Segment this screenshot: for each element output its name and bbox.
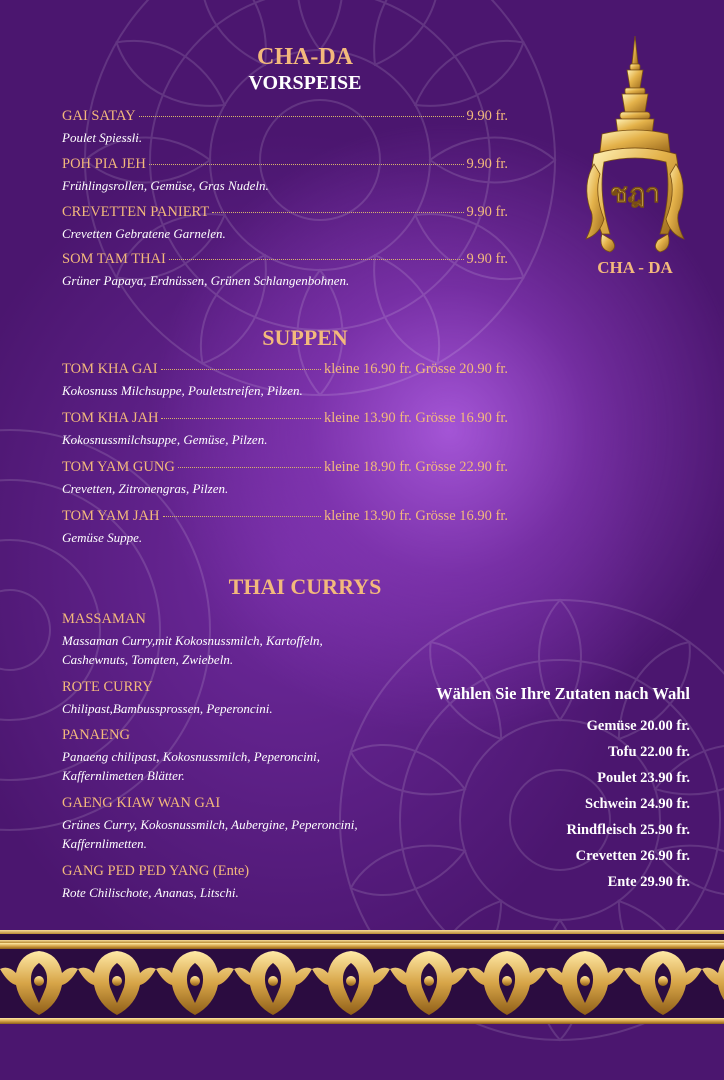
menu-item [62,459,508,498]
item-description: Frühlingsrollen, Gemüse, Gras Nudeln. [62,178,269,193]
chada-crown-logo-icon [580,34,690,264]
choice-item: Tofu 22.00 fr. [608,744,690,760]
description-line: Panaeng chilipast, Kokosnussmilch, Peperoncini, [62,749,321,764]
item-name: GANG PED PED YANG (Ente) [62,863,250,879]
item-price: kleine 18.90 fr. Grösse 22.90 fr. [323,459,508,475]
description-line: Grünes Curry, Kokosnussmilch, Aubergine, Peperoncini, [62,817,358,832]
item-name: SOM TAM THAI [62,251,166,267]
restaurant-title: CHA-DA [257,44,353,70]
section-title-vorspeise: VORSPEISE [248,72,362,94]
choice-item: Poulet 23.90 fr. [597,770,690,786]
description-line: Massaman Curry,mit Kokosnussmilch, Kartoffeln, [62,633,323,648]
thai-ornament-border [0,943,724,1024]
item-price: 9.90 fr. [466,204,508,220]
item-price: kleine 16.90 fr. Grösse 20.90 fr. [323,361,508,377]
item-name: PANAENG [62,727,130,743]
choices-title: Wählen Sie Ihre Zutaten nach Wahl [436,684,690,703]
choice-item: Gemüse 20.00 fr. [586,718,690,734]
description-line: Rote Chilischote, Ananas, Litschi. [62,885,239,900]
menu-item [62,410,508,449]
description-line: Kaffernlimetten Blätter. [62,768,185,783]
choice-item: Ente 29.90 fr. [607,874,690,890]
menu-item [62,508,508,547]
item-name: MASSAMAN [62,611,146,627]
menu-item [62,361,508,400]
dot-leader [178,467,321,468]
item-name: TOM KHA GAI [62,361,158,377]
section-title-suppen: SUPPEN [262,325,348,350]
dot-leader [161,418,321,419]
item-price: 9.90 fr. [466,251,508,267]
choice-item: Crevetten 26.90 fr. [575,848,690,864]
curry-item [62,795,392,853]
item-name: ROTE CURRY [62,679,153,695]
dot-leader [139,116,464,117]
menu-item [62,204,508,243]
description-line: Kaffernlimetten. [62,836,147,851]
menu-item [62,156,508,195]
curry-item [62,611,392,669]
choice-item: Schwein 24.90 fr. [585,796,690,812]
section-title-thai-currys: THAI CURRYS [228,574,382,599]
item-price: 9.90 fr. [466,108,508,124]
item-name: GAI SATAY [62,108,136,124]
item-price: 9.90 fr. [466,156,508,172]
item-description [62,815,392,853]
item-description: Kokosnussmilchsuppe, Gemüse, Pilzen. [62,432,268,447]
menu-item [62,251,508,290]
item-price: kleine 13.90 fr. Grösse 16.90 fr. [323,410,508,426]
item-description: Grüner Papaya, Erdnüssen, Grünen Schlangenbohnen. [62,273,350,288]
curry-item [62,679,392,718]
item-description [62,747,392,785]
dot-leader [212,212,463,213]
dot-leader [149,164,464,165]
logo-thai-text: ชฎา [610,179,660,209]
item-name: GAENG KIAW WAN GAI [62,795,221,811]
item-description [62,883,392,902]
dot-leader [163,516,321,517]
item-description: Poulet Spiessli. [62,130,143,145]
item-description: Kokosnuss Milchsuppe, Pouletstreifen, Pilzen. [62,383,303,398]
dot-leader [161,369,321,370]
curry-item [62,727,392,785]
ingredient-choices [380,684,690,895]
description-line: Chilipast,Bambussprossen, Peperoncini. [62,701,273,716]
item-name: POH PIA JEH [62,156,146,172]
description-line: Cashewnuts, Tomaten, Zwiebeln. [62,652,234,667]
item-name: TOM YAM GUNG [62,459,175,475]
item-description: Crevetten, Zitronengras, Pilzen. [62,481,229,496]
item-name: TOM KHA JAH [62,410,159,426]
item-name: CREVETTEN PANIERT [62,204,210,220]
logo-name: CHA - DA [597,258,673,277]
item-description [62,699,392,718]
item-description [62,631,392,669]
curry-item [62,863,392,902]
item-price: kleine 13.90 fr. Grösse 16.90 fr. [323,508,508,524]
item-description: Crevetten Gebratene Garnelen. [62,226,226,241]
item-description: Gemüse Suppe. [62,530,143,545]
dot-leader [169,259,464,260]
choice-item: Rindfleisch 25.90 fr. [566,822,690,838]
item-name: TOM YAM JAH [62,508,160,524]
menu-item [62,108,508,147]
